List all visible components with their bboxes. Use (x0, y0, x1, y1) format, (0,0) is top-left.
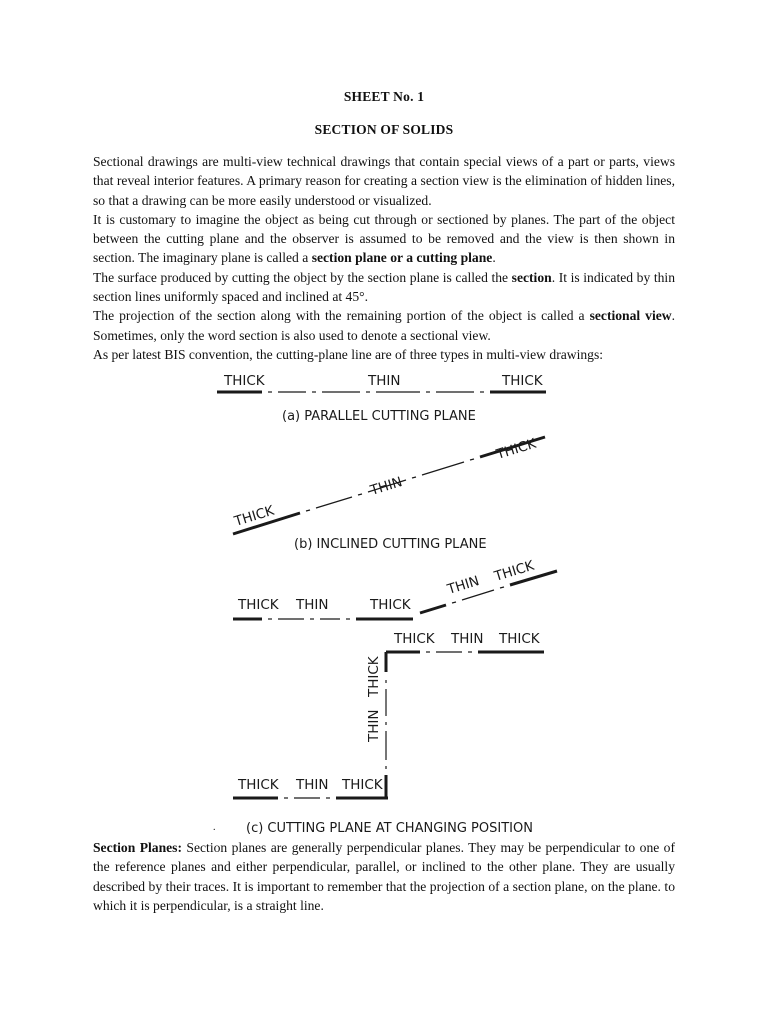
paragraph-5: As per latest BIS convention, the cutting-plane line are of three types in multi-view drawings: (93, 346, 604, 362)
changing-row2-label-left: THICK (394, 631, 435, 647)
section-planes-text: Section planes are generally perpendicular planes. They may be perpendicular to one of the reference planes and either perpendicular, parallel, or inclined to the other plane. They are usually described by their traces. It is important to remember that the projection of a section plane, on the plane. to which it is perpendicular, is a straight line. (93, 840, 676, 913)
changing-row3-label-middle: THIN (296, 777, 329, 793)
changing-row1-label-left: THICK (238, 597, 279, 613)
cutting-plane-diagram (0, 360, 768, 840)
changing-row3-label-right: THICK (342, 777, 383, 793)
paragraph-3-bold: section (511, 269, 552, 285)
parallel-label-middle: THIN (368, 373, 401, 389)
changing-row1-label-right: THICK (370, 597, 411, 613)
inclined-label-top: THICK (494, 435, 539, 463)
stray-mark: . (213, 822, 216, 833)
parallel-caption: (a) PARALLEL CUTTING PLANE (282, 409, 476, 424)
intro-text (93, 152, 675, 364)
paragraph-4 (93, 306, 675, 345)
cutting-plane-figure (0, 360, 768, 840)
inclined-caption: (b) INCLINED CUTTING PLANE (294, 537, 487, 552)
changing-vertical-label-thin: THIN (366, 709, 382, 742)
section-planes-paragraph (93, 838, 675, 915)
sheet-title: SHEET No. 1 (343, 89, 425, 104)
changing-row3-label-left: THICK (238, 777, 279, 793)
parallel-label-left: THICK (224, 373, 265, 389)
paragraph-2 (93, 210, 675, 268)
paragraph-4-end: . Sometimes, only the word section is also used to denote a sectional view. (93, 308, 676, 343)
inclined-label-middle: THIN (368, 474, 405, 499)
changing-incline-label-thick: THICK (492, 557, 537, 585)
paragraph-2-text: It is customary to imagine the object as being cut through or sectioned by planes. The part of the object between the cutting plane and the observer is assumed to be removed and the view is then shown in section. The imaginary plane is called a (93, 211, 675, 266)
section-planes-lead: Section Planes: (93, 840, 182, 855)
paragraph-3-text: The surface produced by cutting the object by the section plane is called the (93, 269, 512, 285)
paragraph-2-bold: section plane or a cutting plane (311, 250, 493, 266)
paragraph-1: Sectional drawings are multi-view technical drawings that contain special views of a part or parts, views that reveal interior features. A primary reason for creating a section view is the elimination of hidden lines, so that a drawing can be more easily understood or visualized. (93, 154, 675, 208)
paragraph-4-text: The projection of the section along with the remaining portion of the object is called a (93, 308, 590, 324)
paragraph-2-end: . (492, 250, 496, 266)
paragraph-3 (93, 268, 675, 307)
paragraph-3-end: . It is indicated by thin section lines uniformly spaced and inclined at 45°. (93, 269, 675, 305)
changing-vertical-label-thick: THICK (366, 656, 382, 697)
changing-row1-label-middle: THIN (296, 597, 329, 613)
changing-caption: (c) CUTTING PLANE AT CHANGING POSITION (246, 821, 533, 836)
changing-row2-label-middle: THIN (451, 631, 484, 647)
changing-row2-label-right: THICK (499, 631, 540, 647)
inclined-label-bottom: THICK (232, 502, 277, 530)
changing-incline-label-thin: THIN (445, 573, 482, 598)
paragraph-4-bold: sectional view (589, 308, 672, 324)
section-title: SECTION OF SOLIDS (314, 122, 454, 137)
parallel-label-right: THICK (502, 373, 543, 389)
changing-plane-middle-line (386, 652, 544, 672)
